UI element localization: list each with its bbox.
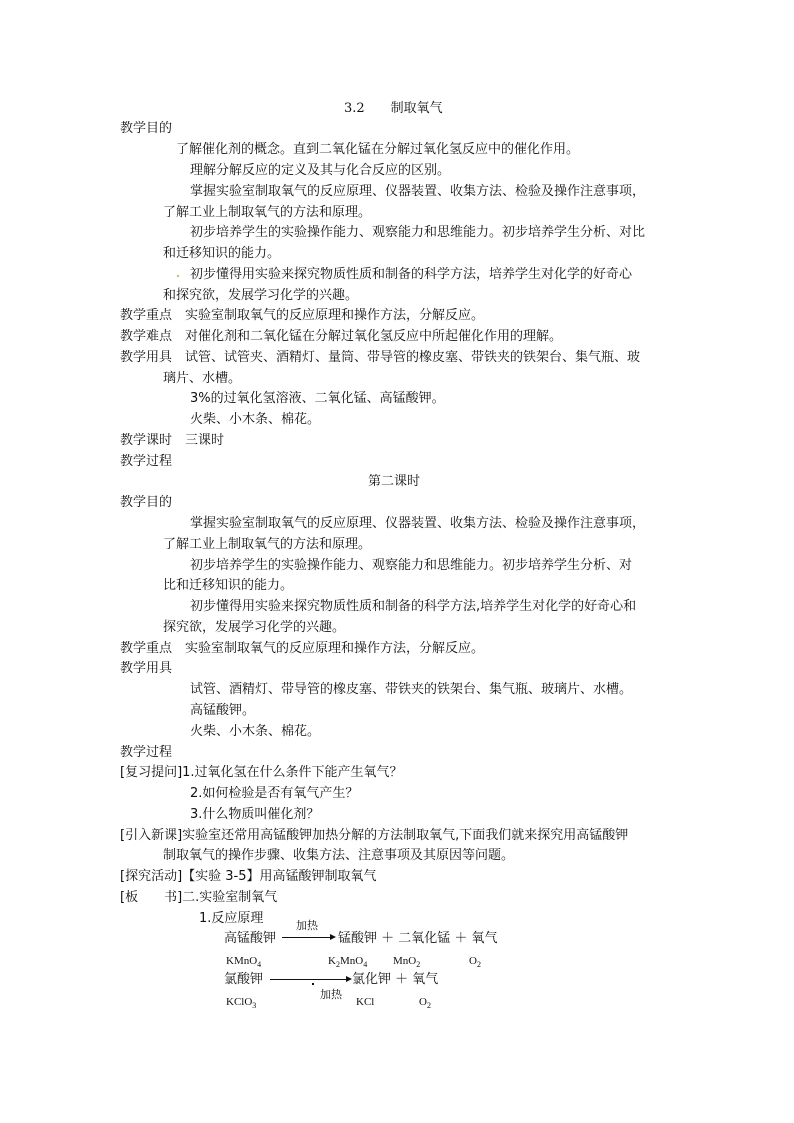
tools-line: 3%的过氧化氢溶液、二氧化锰、高锰酸钾。 — [190, 391, 445, 406]
key-point: 教学重点 实验室制取氧气的反应原理和操作方法，分解反应。 — [120, 641, 485, 656]
teaching-hours: 教学课时 三课时 — [120, 433, 225, 448]
review-question: 2.如何检验是否有氧气产生？ — [190, 786, 359, 801]
objective-line: 比和迁移知识的能力。 — [163, 578, 294, 593]
reaction1-formula-product2: MnO$_2$ — [393, 955, 421, 969]
objectives-heading: 教学目的 — [120, 495, 173, 510]
reaction2-formula-product1: KCl — [356, 996, 375, 1008]
reaction1-condition: 加热 — [296, 919, 318, 932]
tools-line: 火柴、小木条、棉花。 — [190, 724, 321, 739]
tools-line: 高锰酸钾。 — [190, 703, 256, 718]
intro-line: 制取氧气的操作步骤、收集方法、注意事项及其原因等问题。 — [163, 848, 515, 863]
intro-line: [引入新课]实验室还常用高锰酸钾加热分解的方法制取氧气,下面我们就来探究用高锰酸钾 — [120, 828, 629, 843]
reaction2-formula-reactant: KClO$_3$ — [226, 996, 257, 1010]
tools-line: 教学用具 试管、试管夹、酒精灯、量筒、带导管的橡皮塞、带铁夹的铁架台、集气瓶、玻 — [120, 350, 641, 365]
lesson-heading: 第二课时 — [368, 474, 421, 489]
review-question: [复习提问]1.过氧化氢在什么条件下能产生氧气？ — [120, 765, 403, 780]
page-title: 3.2 制取氧气 — [344, 101, 443, 116]
objective-line: 和迁移知识的能力。 — [163, 246, 281, 261]
reaction2-reactant: 氯酸钾 — [224, 972, 264, 987]
objective-line: 理解分解反应的定义及其与化合反应的区别。 — [190, 163, 451, 178]
objective-line: 了解工业上制取氧气的方法和原理。 — [163, 537, 372, 552]
objective-line: 探究欲，发展学习化学的兴趣。 — [163, 620, 346, 635]
activity-line: [探究活动]【实验 3-5】用高锰酸钾制取氧气 — [120, 869, 377, 884]
reaction1-formula-reactant: KMnO$_4$ — [226, 955, 262, 969]
principle-heading: 1.反应原理 — [199, 911, 264, 926]
reaction2-condition: 加热 — [320, 988, 342, 1001]
reaction1-products: 锰酸钾 ＋ 二氧化锰 ＋ 氧气 — [338, 931, 498, 946]
reaction2-products: 氯化钾 ＋ 氧气 — [352, 972, 439, 987]
process-heading: 教学过程 — [120, 745, 173, 760]
process-heading: 教学过程 — [120, 454, 173, 469]
objective-line: 和探究欲，发展学习化学的兴趣。 — [163, 288, 359, 303]
objective-line: 初步懂得用实验来探究物质性质和制备的科学方法，培养学生对化学的好奇心 — [190, 267, 633, 282]
objective-line: 初步懂得用实验来探究物质性质和制备的科学方法,培养学生对化学的好奇心和 — [190, 599, 637, 614]
stray-mark — [312, 983, 314, 985]
objective-line: 初步培养学生的实验操作能力、观察能力和思维能力。初步培养学生分析、对 — [190, 558, 633, 573]
board-line: [板 书]二.实验室制氧气 — [120, 890, 278, 905]
difficulty: 教学难点 对催化剂和二氧化锰在分解过氧化氢反应中所起催化作用的理解。 — [120, 329, 563, 344]
objectives-heading: 教学目的 — [120, 121, 173, 136]
objective-line: 掌握实验室制取氧气的反应原理、仪器装置、收集方法、检验及操作注意事项， — [190, 516, 646, 531]
objective-line: 初步培养学生的实验操作能力、观察能力和思维能力。初步培养学生分析、对比 — [190, 225, 646, 240]
reaction1-formula-product1: $K_2MnO_4$ — [328, 955, 368, 969]
objective-line: 了解工业上制取氧气的方法和原理。 — [163, 205, 372, 220]
tools-line: 璃片、水槽。 — [163, 371, 242, 386]
reaction1-arrow — [282, 937, 334, 938]
tools-line: 试管、酒精灯、带导管的橡皮塞、带铁夹的铁架台、集气瓶、玻璃片、水槽。 — [190, 682, 633, 697]
objective-line: 掌握实验室制取氧气的反应原理、仪器装置、收集方法、检验及操作注意事项， — [190, 184, 646, 199]
tools-line: 火柴、小木条、棉花。 — [190, 412, 321, 427]
reaction1-formula-product3: $O_2$ — [469, 955, 481, 969]
objective-line: 了解催化剂的概念。直到二氧化锰在分解过氧化氢反应中的催化作用。 — [176, 142, 580, 157]
review-question: 3.什么物质叫催化剂？ — [190, 807, 320, 822]
tools-heading: 教学用具 — [120, 661, 173, 676]
stray-mark — [177, 275, 179, 277]
key-point: 教学重点 实验室制取氧气的反应原理和操作方法，分解反应。 — [120, 308, 485, 323]
reaction1-reactant: 高锰酸钾 — [224, 931, 277, 946]
reaction2-formula-product2: $O_2$ — [419, 996, 431, 1010]
reaction2-arrow — [270, 979, 350, 980]
